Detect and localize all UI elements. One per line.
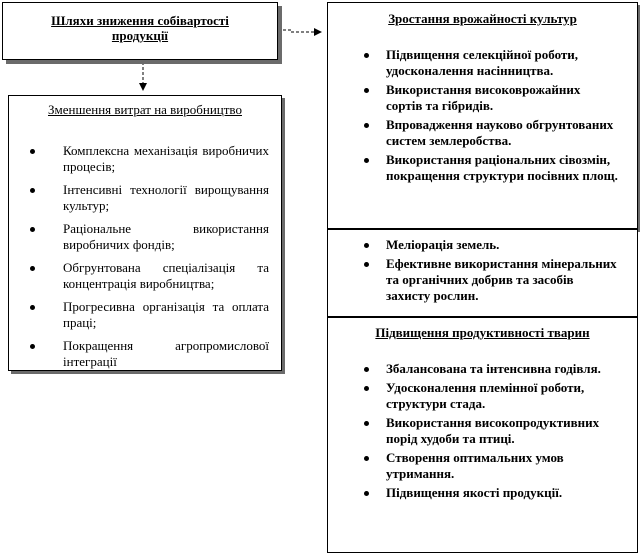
bullet-icon bbox=[364, 491, 369, 496]
bullet-icon bbox=[364, 367, 369, 372]
arrow-to-crop-yield bbox=[278, 30, 321, 32]
crop-item-3: Впровадження науково обгрунтованих систем землеробства. bbox=[386, 117, 619, 149]
bullet-icon bbox=[30, 305, 35, 310]
crop-item-2: Використання високоврожайних сортів та гібридів. bbox=[386, 82, 619, 114]
bullet-icon bbox=[30, 227, 35, 232]
bullet-icon bbox=[364, 421, 369, 426]
cost-item-3: Раціональне використання виробничих фондів; bbox=[63, 221, 269, 253]
bullet-icon bbox=[30, 149, 35, 154]
bullet-icon bbox=[364, 243, 369, 248]
crop-yield-title: Зростання врожайності культур bbox=[388, 11, 577, 26]
cost-item-5: Прогресивна організація та оплата праці; bbox=[63, 299, 269, 331]
bullet-icon bbox=[30, 188, 35, 193]
crop-item-4: Використання раціональних сівозмін, покращення структури посівних площ. bbox=[386, 152, 619, 184]
cost-item-6: Покращення агропромислової інтеграції bbox=[63, 338, 269, 370]
bullet-icon bbox=[364, 53, 369, 58]
livestock-item-1: Збалансована та інтенсивна годівля. bbox=[386, 361, 619, 377]
cost-reduction-box bbox=[8, 95, 282, 371]
bullet-icon bbox=[364, 158, 369, 163]
crop-extra-item-1: Меліорація земель. bbox=[386, 237, 619, 253]
bullet-icon bbox=[364, 456, 369, 461]
cost-item-4: Обгрунтована спеціалізація та концентрація виробництва; bbox=[63, 260, 269, 292]
livestock-item-2: Удосконалення племінної роботи, структури стада. bbox=[386, 380, 619, 412]
bullet-icon bbox=[30, 266, 35, 271]
crop-yield-box bbox=[327, 2, 638, 229]
livestock-item-3: Використання високопродуктивних порід худоби та птиці. bbox=[386, 415, 619, 447]
bullet-icon bbox=[364, 262, 369, 267]
crop-item-1: Підвищення селекційної роботи, удосконалення насінництва. bbox=[386, 47, 619, 79]
crop-yield-extra-box bbox=[327, 229, 638, 317]
cost-reduction-list bbox=[9, 143, 281, 370]
livestock-item-5: Підвищення якості продукції. bbox=[386, 485, 619, 501]
livestock-item-4: Створення оптимальних умов утримання. bbox=[386, 450, 619, 482]
crop-yield-extra-list bbox=[328, 237, 637, 304]
bullet-icon bbox=[30, 344, 35, 349]
livestock-title: Підвищення продуктивності тварин bbox=[375, 325, 590, 340]
livestock-box bbox=[327, 317, 638, 553]
crop-yield-list bbox=[328, 47, 637, 184]
cost-reduction-title: Зменшення витрат на виробництво bbox=[48, 102, 242, 117]
bullet-icon bbox=[364, 88, 369, 93]
bullet-icon bbox=[364, 386, 369, 391]
cost-item-1: Комплексна механізація виробничих процесів; bbox=[63, 143, 269, 175]
root-box bbox=[2, 2, 278, 60]
bullet-icon bbox=[364, 123, 369, 128]
livestock-list bbox=[328, 361, 637, 501]
cost-item-2: Інтенсивні технології вирощування культур; bbox=[63, 182, 269, 214]
crop-extra-item-2: Ефективне використання мінеральних та органічних добрив та засобів захисту рослин. bbox=[386, 256, 619, 304]
root-title: Шляхи зниження собівартості продукції bbox=[51, 13, 229, 43]
